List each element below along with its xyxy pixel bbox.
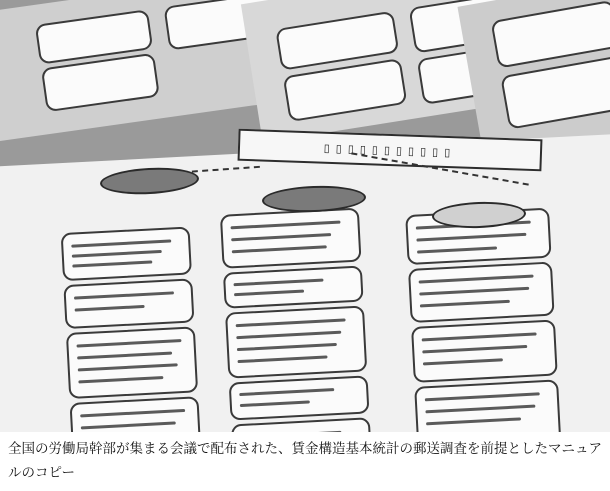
paper-text-box xyxy=(229,375,370,420)
paper-text-box xyxy=(223,265,364,308)
paper-text-box xyxy=(408,262,555,323)
paper-text-box xyxy=(225,305,367,378)
paper-text-box xyxy=(414,379,561,432)
paper-text-box xyxy=(283,58,408,122)
paper-text-box xyxy=(70,396,203,432)
paper-text-box xyxy=(61,226,192,281)
paper-text-box xyxy=(63,278,194,329)
paper-text-box xyxy=(490,0,610,69)
front-paper-sheet xyxy=(0,133,610,432)
paper-text-box xyxy=(66,326,198,399)
photo-caption: 全国の労働局幹部が集まる会議で配布された、賃金構造基本統計の郵送調査を前提としたマニュアルのコピー xyxy=(8,441,602,481)
document-title-marks: ▯▯▯▯▯▯▯▯▯▯▯ xyxy=(323,141,457,159)
paper-text-box xyxy=(220,208,362,269)
paper-text-box xyxy=(500,55,610,130)
paper-text-box xyxy=(231,417,372,432)
paper-text-box xyxy=(411,319,558,382)
